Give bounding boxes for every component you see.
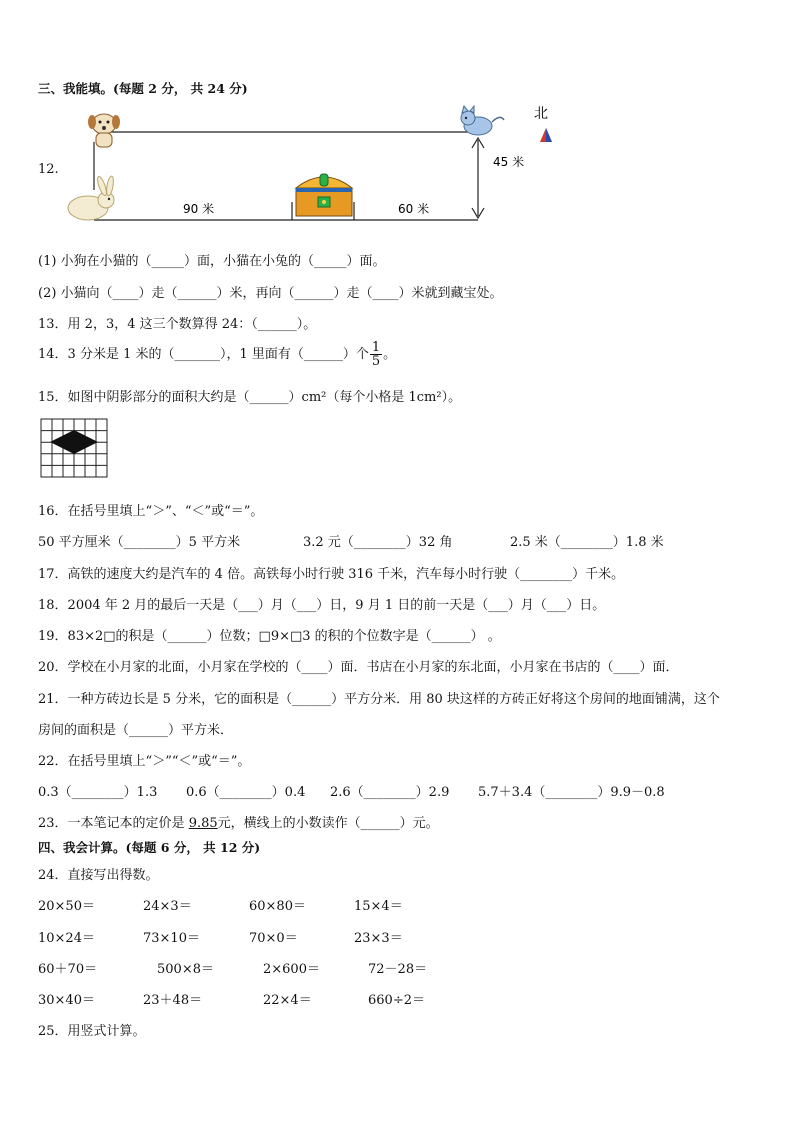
- q23-before: 23．一本笔记本的定价是: [38, 816, 189, 831]
- q13-text: 13．用 2，3，4 这三个数算得 24：（______）。: [38, 317, 317, 332]
- q24-r1-c4: 15×4＝: [354, 899, 403, 914]
- q16-item-1: 50 平方厘米（________）5 平方米: [38, 535, 241, 550]
- q20-text: 20．学校在小月家的北面，小月家在学校的（____）面．书店在小月家的东北面，小月家在书店的（____）面．: [38, 660, 679, 675]
- q24-r4-c2: 23＋48＝: [143, 993, 203, 1008]
- q24-r2-c4: 23×3＝: [354, 931, 403, 946]
- q18-text: 18．2004 年 2 月的最后一天是（___）月（___）日，9 月 1 日的前一天是（___）月（___）日。: [38, 598, 606, 613]
- q22-title: 22．在括号里填上“＞”“＜”或“＝”。: [38, 754, 251, 769]
- q24-r1-c2: 24×3＝: [143, 899, 192, 914]
- treasure-chest-icon: [296, 174, 352, 216]
- q15-grid-figure: [40, 418, 110, 480]
- section-3-title: 三、我能填。(每题 2 分， 共 24 分): [38, 81, 248, 96]
- q23-underlined-number: 9.85: [188, 816, 218, 831]
- dog-icon: [88, 114, 120, 147]
- q17-text: 17．高铁的速度大约是汽车的 4 倍。高铁每小时行驶 316 千米，汽车每小时行驶（________）千米。: [38, 567, 625, 582]
- q12-map-diagram: [60, 100, 560, 230]
- rabbit-icon: [68, 176, 115, 220]
- cat-icon: [461, 106, 504, 135]
- q23-after: 元，横线上的小数读作（______）元。: [217, 816, 439, 831]
- q24-r2-c1: 10×24＝: [38, 931, 95, 946]
- q14-denominator: 5: [371, 354, 381, 369]
- q14-after: 。: [383, 347, 397, 362]
- q15-text: 15．如图中阴影部分的面积大约是（______）cm²（每个小格是 1cm²）。: [38, 390, 462, 405]
- q14-before: 14．3 分米是 1 米的（_______），1 里面有（______）个: [38, 347, 369, 362]
- north-label: 北: [534, 106, 548, 122]
- q12-sub2: (2) 小猫向（____）走（______）米，再向（______）走（____）米就到藏宝处。: [38, 286, 503, 301]
- q24-r3-c2: 500×8＝: [157, 962, 214, 977]
- q24-r3-c4: 72－28＝: [368, 962, 428, 977]
- q14-fraction: [370, 341, 382, 368]
- q24-r1-c3: 60×80＝: [249, 899, 306, 914]
- q24-title: 24．直接写出得数。: [38, 868, 159, 883]
- q21-line2: 房间的面积是（______）平方米．: [38, 723, 234, 738]
- q19-text: 19．83×2□的积是（______）位数；□9×□3 的积的个位数字是（______） 。: [38, 629, 501, 644]
- distance-90: 90 米: [183, 202, 215, 216]
- q22-item-1: 0.3（________）1.3: [38, 785, 158, 800]
- q24-r4-c4: 660÷2＝: [368, 993, 425, 1008]
- section-4-title: 四、我会计算。(每题 6 分， 共 12 分): [38, 840, 261, 855]
- distance-45: 45 米: [493, 155, 525, 169]
- q24-r4-c3: 22×4＝: [263, 993, 312, 1008]
- q14-text: [38, 341, 396, 368]
- q21-line1: 21．一种方砖边长是 5 分米，它的面积是（______）平方分米．用 80 块这样的方砖正好将这个房间的地面铺满，这个: [38, 692, 720, 707]
- north-arrow-icon: [540, 128, 552, 142]
- q25-text: 25．用竖式计算。: [38, 1024, 146, 1039]
- q22-item-2: 0.6（________）0.4: [186, 785, 306, 800]
- q24-r4-c1: 30×40＝: [38, 993, 95, 1008]
- distance-60: 60 米: [398, 202, 430, 216]
- q24-r2-c2: 73×10＝: [143, 931, 200, 946]
- q22-item-3: 2.6（________）2.9: [330, 785, 450, 800]
- q12-number: 12.: [38, 162, 59, 177]
- q12-sub1: (1) 小狗在小猫的（_____）面，小猫在小兔的（_____）面。: [38, 254, 386, 269]
- q23-text: [38, 812, 439, 831]
- q16-item-3: 2.5 米（________）1.8 米: [510, 535, 664, 550]
- q24-r3-c3: 2×600＝: [263, 962, 320, 977]
- q16-title: 16．在括号里填上“＞”、“＜”或“＝”。: [38, 504, 264, 519]
- q24-r3-c1: 60＋70＝: [38, 962, 98, 977]
- q22-item-4: 5.7＋3.4（________）9.9－0.8: [478, 785, 665, 800]
- q24-r1-c1: 20×50＝: [38, 899, 95, 914]
- q16-item-2: 3.2 元（________）32 角: [303, 535, 453, 550]
- q14-numerator: 1: [371, 340, 381, 355]
- q24-r2-c3: 70×0＝: [249, 931, 298, 946]
